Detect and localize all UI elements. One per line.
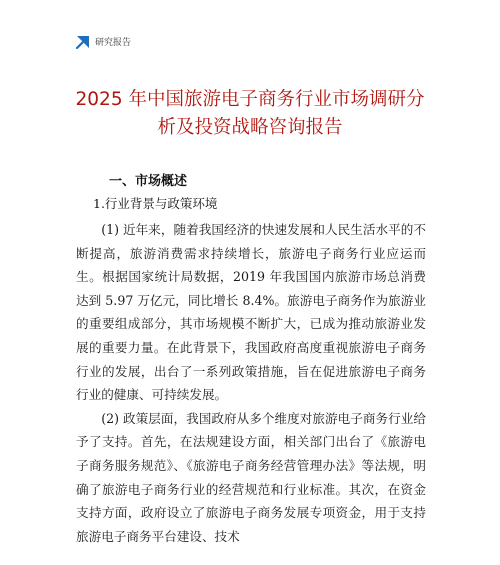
subsection-heading: 1.行业背景与政策环境 — [93, 196, 218, 211]
page-header — [76, 34, 131, 48]
body-text — [76, 218, 426, 548]
document-title-line-1: 2025 年中国旅游电子商务行业市场调研分 — [75, 89, 425, 110]
document-title-line-2: 析及投资战略咨询报告 — [157, 117, 343, 138]
paragraph: (2) 政策层面，我国政府从多个维度对旅游电子商务行业给予了支持。首先，在法规建设方面，相关部门出台了《旅游电子商务服务规范》、《旅游电子商务经营管理办法》等法规，明确了旅游电子商务行业的经营规范和行业标准。其次，在资金支持方面，政府设立了旅游电子商务发展专项资金，用于支持旅游电子商务平台建设、技术 — [76, 410, 426, 544]
arrow-logo-icon — [76, 34, 90, 48]
paragraph: (1) 近年来，随着我国经济的快速发展和人民生活水平的不断提高，旅游消费需求持续增长，旅游电子商务行业应运而生。根据国家统计局数据，2019 年我国国内旅游市场总消费达到 5.97 万亿元，同比增长 8.4%。旅游电子商务作为旅游业的重要组成部分，其市场规模不断扩大，已成为推动旅游业发展的重要力量。在此背景下，我国政府高度重视旅游电子商务行业的发展，出台了一系列政策措施，旨在促进旅游电子商务行业的健康、可持续发展。 — [76, 222, 426, 403]
document-title — [60, 86, 440, 142]
section-heading: 一、市场概述 — [109, 174, 188, 189]
header-label: 研究报告 — [95, 37, 132, 48]
